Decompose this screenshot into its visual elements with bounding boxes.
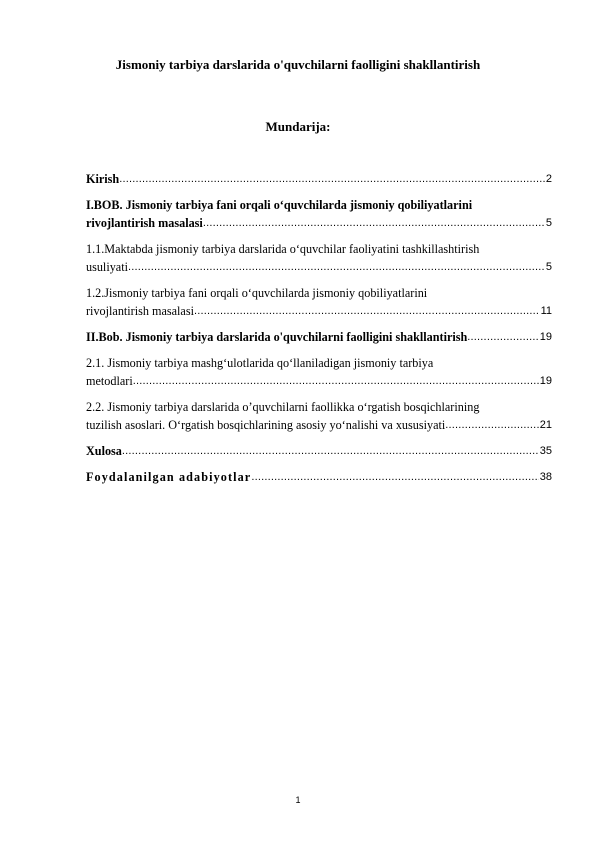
dot-leader <box>122 442 539 460</box>
toc-page-number: 11 <box>540 305 552 317</box>
dot-leader <box>133 372 539 390</box>
toc-page-number: 21 <box>539 419 552 431</box>
toc-entry-section-1-2[interactable] <box>86 284 552 320</box>
toc-entry-title: 2.2. Jismoniy tarbiya darslarida o’quvchilarni faollikka o‘rgatish bosqichlarining <box>86 400 480 414</box>
document-title: Jismoniy tarbiya darslarida o'quvchilarni faolligini shakllantirish <box>115 57 481 72</box>
toc-page-number: 5 <box>545 261 552 273</box>
toc-entry-title: Kirish <box>86 172 120 186</box>
toc-page-number: 38 <box>539 471 552 483</box>
dot-leader <box>119 170 545 188</box>
toc-entry-title: 1.1.Maktabda jismoniy tarbiya darslarida o‘quvchilar faoliyatini tashkillashtirish <box>86 242 480 256</box>
toc-entry-xulosa[interactable] <box>86 442 552 460</box>
toc-heading: Mundarija: <box>265 119 331 134</box>
dot-leader <box>467 328 538 346</box>
toc-entry-title-continued: usuliyati <box>86 260 128 274</box>
dot-leader <box>128 258 545 276</box>
toc-page-number: 19 <box>539 375 552 387</box>
toc-entry-chapter-1[interactable] <box>86 196 552 232</box>
toc-entry-title-continued: tuzilish asoslari. O‘rgatish bosqichlarining asosiy yo‘nalishi va xususiyati <box>86 418 446 432</box>
toc-entry-chapter-2[interactable] <box>86 328 552 346</box>
table-of-contents <box>86 170 552 494</box>
dot-leader <box>251 468 538 486</box>
toc-entry-adabiyotlar[interactable] <box>86 468 552 486</box>
toc-page-number: 2 <box>545 173 552 185</box>
toc-entry-title-continued: rivojlantirish masalasi <box>86 216 203 230</box>
dot-leader <box>194 302 540 320</box>
toc-entry-section-2-2[interactable] <box>86 398 552 434</box>
page-number: 1 <box>295 795 301 805</box>
toc-entry-title-continued: metodlari <box>86 374 133 388</box>
toc-entry-kirish[interactable] <box>86 170 552 188</box>
toc-entry-title: I.BOB. Jismoniy tarbiya fani orqali o‘quvchilarda jismoniy qobiliyatlarini <box>86 198 473 212</box>
toc-entry-section-1-1[interactable] <box>86 240 552 276</box>
toc-entry-title: II.Bob. Jismoniy tarbiya darslarida o'quvchilarni faolligini shakllantirish <box>86 330 468 344</box>
dot-leader <box>445 416 538 434</box>
toc-page-number: 5 <box>545 217 552 229</box>
toc-entry-title: Xulosa <box>86 444 122 458</box>
toc-page-number: 19 <box>539 331 552 343</box>
toc-page-number: 35 <box>539 445 552 457</box>
toc-entry-title: 2.1. Jismoniy tarbiya mashg‘ulotlarida qo‘llaniladigan jismoniy tarbiya <box>86 356 434 370</box>
toc-entry-title: 1.2.Jismoniy tarbiya fani orqali o‘quvchilarda jismoniy qobiliyatlarini <box>86 286 428 300</box>
toc-entry-title-continued: rivojlantirish masalasi <box>86 304 194 318</box>
toc-entry-section-2-1[interactable] <box>86 354 552 390</box>
dot-leader <box>203 214 545 232</box>
toc-entry-title: Foydalanilgan adabiyotlar <box>86 470 252 484</box>
